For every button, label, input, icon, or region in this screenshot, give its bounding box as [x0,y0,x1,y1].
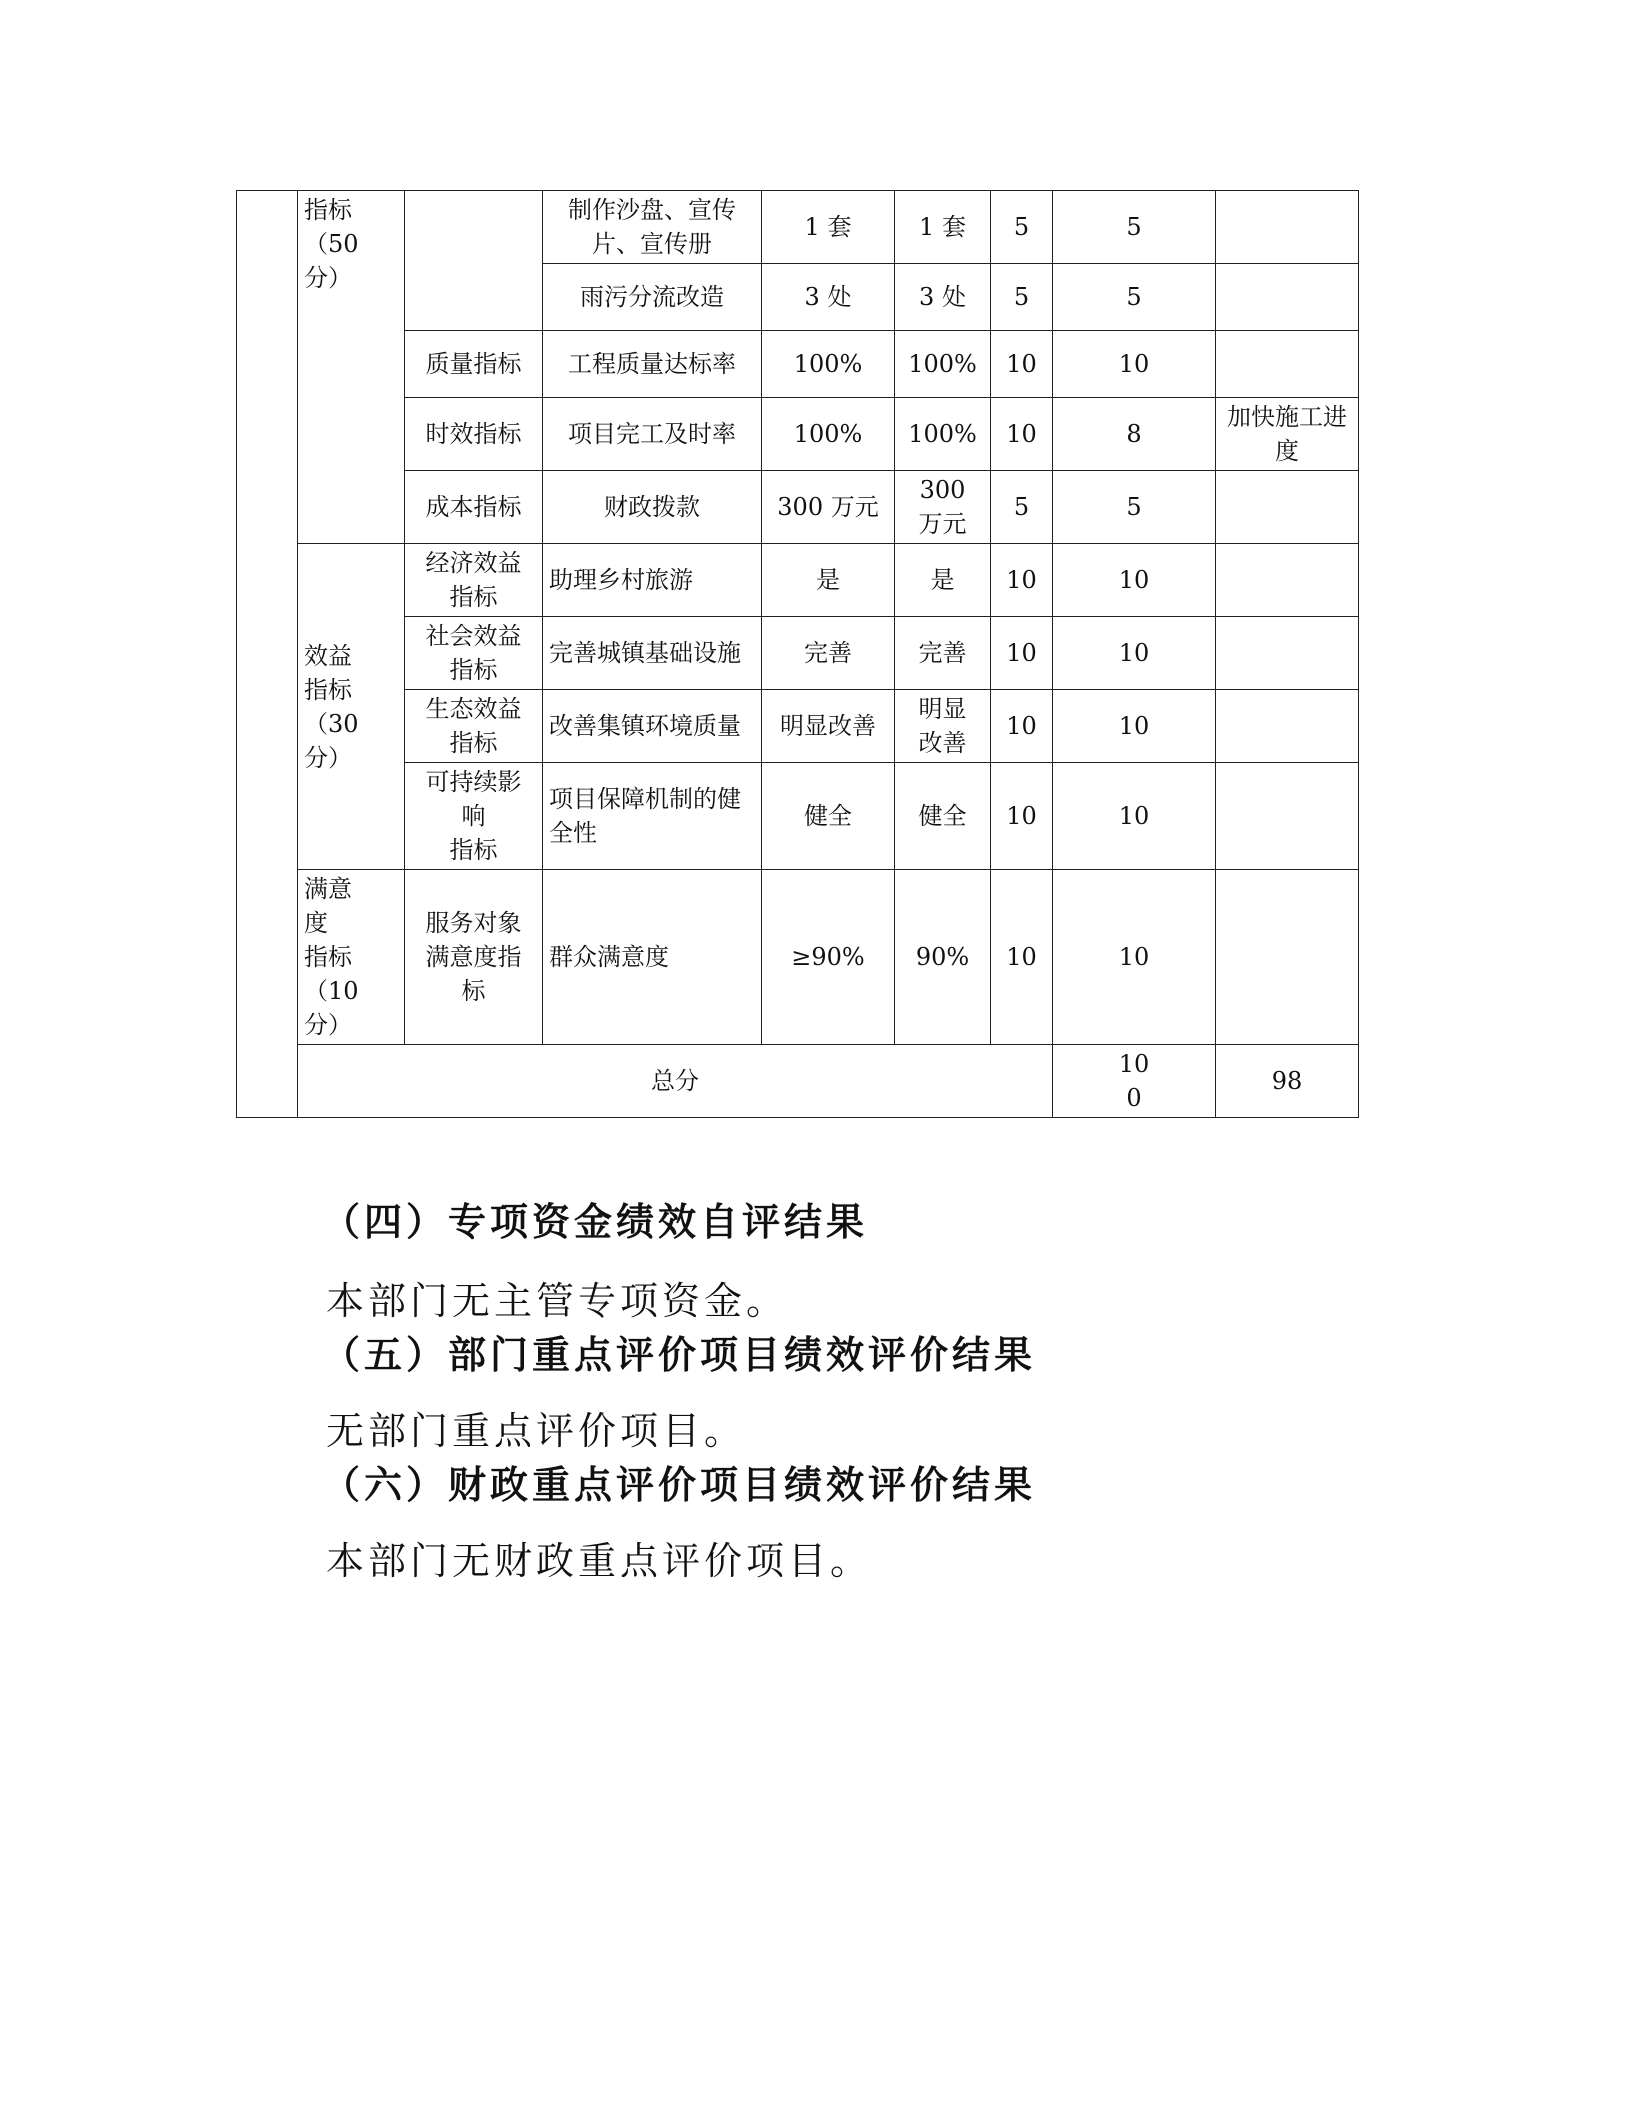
note-cell [1216,544,1359,617]
table-row [237,331,1359,398]
indicator-cell: 雨污分流改造 [543,264,762,331]
actual-cell: 1 套 [895,191,991,264]
actual-cell: 300 万元 [895,471,991,544]
table-row [237,617,1359,690]
target-cell: 100% [762,398,895,471]
total-weight: 10 0 [1053,1045,1216,1118]
table-row [237,870,1359,1045]
score-cell: 10 [1053,763,1216,870]
score-cell: 10 [1053,690,1216,763]
sub-category-cell: 时效指标 [405,398,543,471]
note-cell [1216,331,1359,398]
table-row [237,191,1359,264]
note-cell [1216,617,1359,690]
weight-cell: 10 [991,870,1053,1045]
score-cell: 10 [1053,617,1216,690]
target-cell: ≥90% [762,870,895,1045]
actual-cell: 明显 改善 [895,690,991,763]
score-cell: 10 [1053,544,1216,617]
indicator-cell: 完善城镇基础设施 [543,617,762,690]
indicator-cell: 群众满意度 [543,870,762,1045]
section-4-body: 本部门无主管专项资金。 [326,1279,789,1323]
weight-cell: 5 [991,191,1053,264]
section-5-body: 无部门重点评价项目。 [326,1409,747,1453]
score-cell: 5 [1053,191,1216,264]
note-cell [1216,264,1359,331]
score-cell: 5 [1053,264,1216,331]
target-cell: 1 套 [762,191,895,264]
note-cell [1216,690,1359,763]
total-row [237,1045,1359,1118]
target-cell: 是 [762,544,895,617]
target-cell: 健全 [762,763,895,870]
indicator-cell: 项目保障机制的健全性 [543,763,762,870]
satisfaction-indicator-category: 满意 度 指标 （10 分） [298,870,405,1045]
score-cell: 5 [1053,471,1216,544]
actual-cell: 90% [895,870,991,1045]
section-5-heading: （五）部门重点评价项目绩效评价结果 [322,1332,1037,1377]
note-cell [1216,191,1359,264]
performance-table [236,190,1359,1118]
weight-cell: 5 [991,471,1053,544]
actual-cell: 100% [895,398,991,471]
blank-first-column [237,191,298,1118]
sub-category-cell: 成本指标 [405,471,543,544]
actual-cell: 完善 [895,617,991,690]
weight-cell: 5 [991,264,1053,331]
indicator-cell: 项目完工及时率 [543,398,762,471]
table-row [237,763,1359,870]
actual-cell: 3 处 [895,264,991,331]
score-cell: 10 [1053,331,1216,398]
target-cell: 明显改善 [762,690,895,763]
sub-category-cell: 可持续影 响 指标 [405,763,543,870]
weight-cell: 10 [991,763,1053,870]
weight-cell: 10 [991,544,1053,617]
actual-cell: 健全 [895,763,991,870]
indicator-cell: 工程质量达标率 [543,331,762,398]
sub-category-cell: 经济效益 指标 [405,544,543,617]
section-6-heading: （六）财政重点评价项目绩效评价结果 [322,1462,1037,1507]
indicator-cell: 制作沙盘、宣传片、宣传册 [543,191,762,264]
actual-cell: 100% [895,331,991,398]
actual-cell: 是 [895,544,991,617]
indicator-cell: 助理乡村旅游 [543,544,762,617]
score-cell: 10 [1053,870,1216,1045]
weight-cell: 10 [991,331,1053,398]
sub-category-cell: 服务对象 满意度指 标 [405,870,543,1045]
note-cell [1216,471,1359,544]
section-4-heading: （四）专项资金绩效自评结果 [322,1199,869,1244]
benefit-indicator-category: 效益 指标 （30 分） [298,544,405,870]
note-cell: 加快施工进度 [1216,398,1359,471]
indicator-cell: 改善集镇环境质量 [543,690,762,763]
weight-cell: 10 [991,398,1053,471]
output-sub-category [405,191,543,331]
section-6-body: 本部门无财政重点评价项目。 [326,1539,873,1583]
target-cell: 100% [762,331,895,398]
table-row [237,544,1359,617]
weight-cell: 10 [991,690,1053,763]
total-score: 98 [1216,1045,1359,1118]
weight-cell: 10 [991,617,1053,690]
note-cell [1216,870,1359,1045]
score-cell: 8 [1053,398,1216,471]
output-indicator-category: 指标 （50 分） [298,191,405,544]
note-cell [1216,763,1359,870]
indicator-cell: 财政拨款 [543,471,762,544]
total-label: 总分 [298,1045,1053,1118]
target-cell: 完善 [762,617,895,690]
sub-category-cell: 社会效益 指标 [405,617,543,690]
table-row [237,690,1359,763]
target-cell: 300 万元 [762,471,895,544]
table-row [237,471,1359,544]
target-cell: 3 处 [762,264,895,331]
table-row [237,398,1359,471]
sub-category-cell: 质量指标 [405,331,543,398]
sub-category-cell: 生态效益 指标 [405,690,543,763]
